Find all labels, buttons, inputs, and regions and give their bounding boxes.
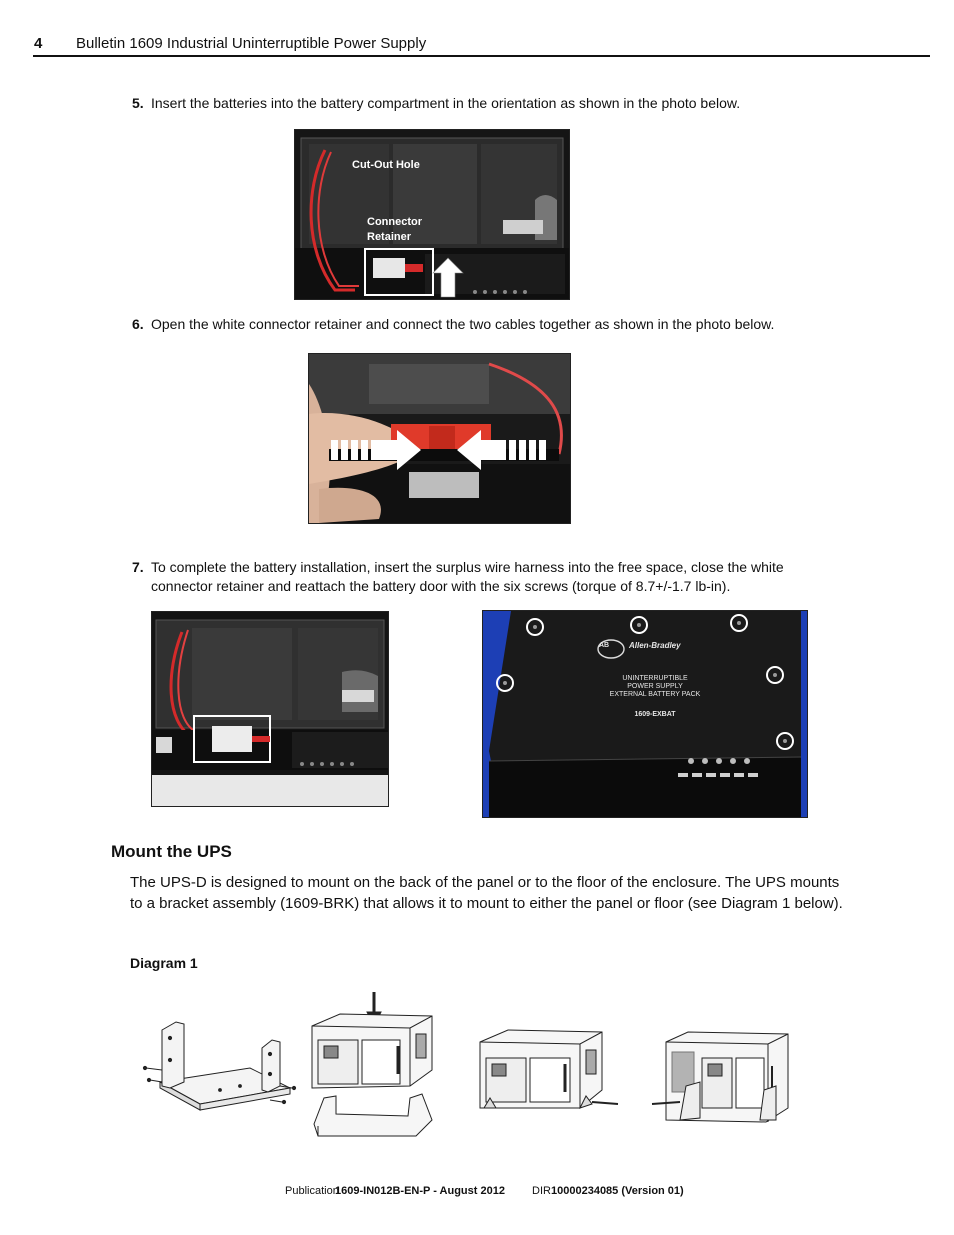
pack-model: 1609-EXBAT <box>634 711 676 718</box>
diagram-step-mounted-panel <box>480 1030 618 1108</box>
step-5-text: Insert the batteries into the battery compartment in the orientation as shown in the photo below. <box>151 95 741 111</box>
retainer-closed-illustration <box>152 612 388 806</box>
step-7-text-line2: connector retainer and reattach the battery door with the six screws (torque of 8.7+/-1.7 lb-in). <box>151 578 731 594</box>
document-title: Bulletin 1609 Industrial Uninterruptible Power Supply <box>76 35 427 52</box>
footer-publication-id: 1609-IN012B-EN-P - August 2012 <box>335 1185 505 1197</box>
photo-connect-cables <box>308 353 571 524</box>
photo-battery-pack-screws <box>482 610 808 818</box>
step-7-text-line1: To complete the battery installation, insert the surplus wire harness into the free space, close the white <box>151 559 784 575</box>
step-5 <box>132 94 852 114</box>
callout-retainer: Retainer <box>367 231 412 243</box>
photo-retainer-closed <box>151 611 389 807</box>
page-number: 4 <box>34 35 43 52</box>
step-5-number: 5. <box>132 95 144 111</box>
callout-connector: Connector <box>367 216 422 228</box>
battery-compartment-illustration <box>295 130 569 299</box>
step-6-number: 6. <box>132 316 144 332</box>
photo-battery-compartment <box>294 129 570 300</box>
mount-paragraph: The UPS-D is designed to mount on the back of the panel or to the floor of the enclosure. The UPS mounts to a bracket assembly (1609-BRK) that allows it to mount to either the panel or floor (see Diagram 1 below). <box>130 874 843 912</box>
step-7-number: 7. <box>132 559 144 575</box>
footer-publication-prefix: Publication <box>285 1185 339 1197</box>
mounting-diagram-illustration <box>140 990 820 1160</box>
diagram-label: Diagram 1 <box>130 955 198 971</box>
diagram-1 <box>140 990 820 1160</box>
step-6 <box>132 315 852 335</box>
header-rule <box>33 55 930 57</box>
diagram-step-lower-ups <box>312 992 432 1136</box>
pack-logo: AB <box>599 642 610 649</box>
pack-label-line2: POWER SUPPLY <box>627 683 683 690</box>
step-6-text: Open the white connector retainer and connect the two cables together as shown in the photo below. <box>151 316 775 332</box>
pack-label-line1: UNINTERRUPTIBLE <box>622 675 688 682</box>
diagram-step-mounted-floor <box>652 1032 788 1122</box>
footer-dir-id: 10000234085 (Version 01) <box>551 1185 684 1197</box>
footer-dir-prefix: DIR <box>532 1185 551 1197</box>
connect-cables-illustration <box>309 354 570 523</box>
step-7 <box>132 558 852 598</box>
pack-label-line3: EXTERNAL BATTERY PACK <box>609 691 701 698</box>
diagram-step-bracket <box>143 1022 295 1110</box>
callout-cut-out-hole: Cut-Out Hole <box>352 159 420 171</box>
pack-brand: Allen-Bradley <box>629 641 681 650</box>
section-heading-mount-the-ups: Mount the UPS <box>111 842 232 861</box>
